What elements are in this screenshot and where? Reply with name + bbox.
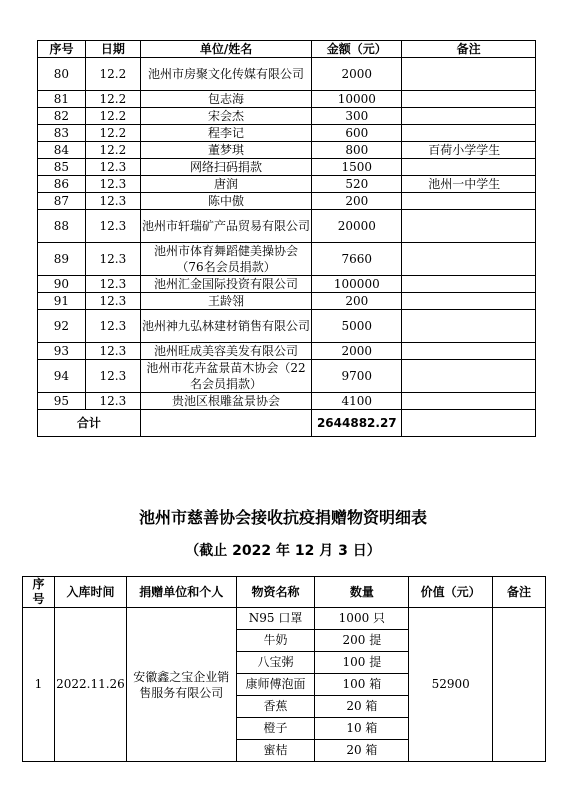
row-amount: 2000	[312, 58, 402, 91]
table-row	[38, 159, 536, 176]
table-row	[38, 343, 536, 360]
row-index: 85	[38, 159, 86, 176]
total-note-empty	[402, 410, 536, 437]
table-row	[38, 276, 536, 293]
table-row	[38, 360, 536, 393]
goods-table	[22, 576, 546, 762]
row-index: 82	[38, 108, 86, 125]
row-index: 90	[38, 276, 86, 293]
row-amount: 200	[312, 293, 402, 310]
row-amount: 520	[312, 176, 402, 193]
table-row	[38, 58, 536, 91]
goods-index: 1	[23, 608, 55, 762]
row-amount: 800	[312, 142, 402, 159]
row-date: 12.3	[85, 243, 140, 276]
row-note	[402, 58, 536, 91]
row-note	[402, 193, 536, 210]
total-row	[38, 410, 536, 437]
row-date: 12.3	[85, 210, 140, 243]
goods-item-qty: 1000 只	[315, 608, 409, 630]
col-header-date: 日期	[85, 41, 140, 58]
row-amount: 200	[312, 193, 402, 210]
row-donor: 池州市花卉盆景苗木协会（22名会员捐款）	[140, 360, 312, 393]
total-empty	[140, 410, 312, 437]
row-index: 91	[38, 293, 86, 310]
table-row	[38, 210, 536, 243]
row-amount: 2000	[312, 343, 402, 360]
row-date: 12.3	[85, 276, 140, 293]
row-amount: 20000	[312, 210, 402, 243]
goods-item-name: N95 口罩	[236, 608, 315, 630]
row-note	[402, 360, 536, 393]
goods-item-name: 康师傅泡面	[236, 674, 315, 696]
row-index: 92	[38, 310, 86, 343]
row-note	[402, 91, 536, 108]
row-note	[402, 243, 536, 276]
donation-goods-subtitle: （截止 2022 年 12 月 3 日）	[185, 543, 381, 559]
row-date: 12.2	[85, 125, 140, 142]
row-date: 12.2	[85, 58, 140, 91]
row-donor: 网络扫码捐款	[140, 159, 312, 176]
row-note	[402, 343, 536, 360]
row-amount: 600	[312, 125, 402, 142]
row-amount: 5000	[312, 310, 402, 343]
row-date: 12.2	[85, 91, 140, 108]
goods-item-name: 橙子	[236, 718, 315, 740]
goods-col-donor: 捐赠单位和个人	[126, 577, 236, 608]
goods-donor: 安徽鑫之宝企业销售服务有限公司	[126, 608, 236, 762]
table-header-row	[38, 41, 536, 58]
row-note	[402, 125, 536, 142]
goods-col-item: 物资名称	[236, 577, 315, 608]
row-date: 12.3	[85, 343, 140, 360]
row-amount: 9700	[312, 360, 402, 393]
row-index: 86	[38, 176, 86, 193]
table-row	[38, 91, 536, 108]
table-row	[38, 108, 536, 125]
row-date: 12.3	[85, 393, 140, 410]
goods-item-name: 八宝粥	[236, 652, 315, 674]
goods-item-name: 香蕉	[236, 696, 315, 718]
row-donor: 包志海	[140, 91, 312, 108]
row-donor: 程李记	[140, 125, 312, 142]
row-index: 94	[38, 360, 86, 393]
row-date: 12.3	[85, 159, 140, 176]
goods-col-value: 价值（元）	[409, 577, 493, 608]
row-index: 89	[38, 243, 86, 276]
row-donor: 池州汇金国际投资有限公司	[140, 276, 312, 293]
row-amount: 1500	[312, 159, 402, 176]
row-donor: 董梦琪	[140, 142, 312, 159]
table-row	[38, 193, 536, 210]
goods-row	[23, 608, 546, 630]
goods-col-qty: 数量	[315, 577, 409, 608]
row-donor: 池州市房聚文化传媒有限公司	[140, 58, 312, 91]
goods-item-qty: 200 提	[315, 630, 409, 652]
row-date: 12.2	[85, 108, 140, 125]
col-header-donor: 单位/姓名	[140, 41, 312, 58]
row-index: 84	[38, 142, 86, 159]
donation-goods-title: 池州市慈善协会接收抗疫捐赠物资明细表	[138, 508, 427, 527]
row-date: 12.3	[85, 176, 140, 193]
row-note	[402, 210, 536, 243]
goods-header-row	[23, 577, 546, 608]
goods-col-note: 备注	[493, 577, 546, 608]
row-amount: 300	[312, 108, 402, 125]
donation-table	[37, 40, 536, 437]
table-row	[38, 243, 536, 276]
row-note: 池州一中学生	[402, 176, 536, 193]
goods-item-qty: 20 箱	[315, 696, 409, 718]
goods-col-date: 入库时间	[54, 577, 126, 608]
table-row	[38, 142, 536, 159]
row-donor: 陈中傲	[140, 193, 312, 210]
table-row	[38, 393, 536, 410]
table-row	[38, 310, 536, 343]
total-label: 合计	[38, 410, 141, 437]
goods-item-qty: 10 箱	[315, 718, 409, 740]
row-index: 83	[38, 125, 86, 142]
row-note	[402, 393, 536, 410]
row-date: 12.3	[85, 360, 140, 393]
row-donor: 池州市轩瑞矿产品贸易有限公司	[140, 210, 312, 243]
row-index: 80	[38, 58, 86, 91]
row-amount: 100000	[312, 276, 402, 293]
row-donor: 贵池区根雕盆景协会	[140, 393, 312, 410]
row-note	[402, 108, 536, 125]
row-note	[402, 159, 536, 176]
row-amount: 7660	[312, 243, 402, 276]
row-donor: 宋会杰	[140, 108, 312, 125]
goods-date: 2022.11.26	[54, 608, 126, 762]
table-row	[38, 293, 536, 310]
row-index: 88	[38, 210, 86, 243]
table-row	[38, 125, 536, 142]
row-index: 81	[38, 91, 86, 108]
row-index: 87	[38, 193, 86, 210]
row-note	[402, 276, 536, 293]
goods-col-index: 序号	[23, 577, 55, 608]
row-donor: 池州神九弘林建材销售有限公司	[140, 310, 312, 343]
row-donor: 唐润	[140, 176, 312, 193]
row-note	[402, 310, 536, 343]
goods-item-qty: 100 提	[315, 652, 409, 674]
row-note	[402, 293, 536, 310]
row-date: 12.3	[85, 310, 140, 343]
total-value: 2644882.27	[312, 410, 402, 437]
goods-item-qty: 100 箱	[315, 674, 409, 696]
goods-item-name: 牛奶	[236, 630, 315, 652]
col-header-index: 序号	[38, 41, 86, 58]
row-date: 12.3	[85, 293, 140, 310]
goods-item-name: 蜜桔	[236, 740, 315, 762]
table-row	[38, 176, 536, 193]
row-donor: 池州市体育舞蹈健美操协会（76名会员捐款）	[140, 243, 312, 276]
row-donor: 池州旺成美容美发有限公司	[140, 343, 312, 360]
row-date: 12.3	[85, 193, 140, 210]
row-index: 95	[38, 393, 86, 410]
col-header-amount: 金额（元）	[312, 41, 402, 58]
row-amount: 10000	[312, 91, 402, 108]
row-index: 93	[38, 343, 86, 360]
row-amount: 4100	[312, 393, 402, 410]
row-note: 百荷小学学生	[402, 142, 536, 159]
col-header-note: 备注	[402, 41, 536, 58]
goods-note	[493, 608, 546, 762]
goods-item-qty: 20 箱	[315, 740, 409, 762]
goods-value: 52900	[409, 608, 493, 762]
row-date: 12.2	[85, 142, 140, 159]
row-donor: 王龄翎	[140, 293, 312, 310]
